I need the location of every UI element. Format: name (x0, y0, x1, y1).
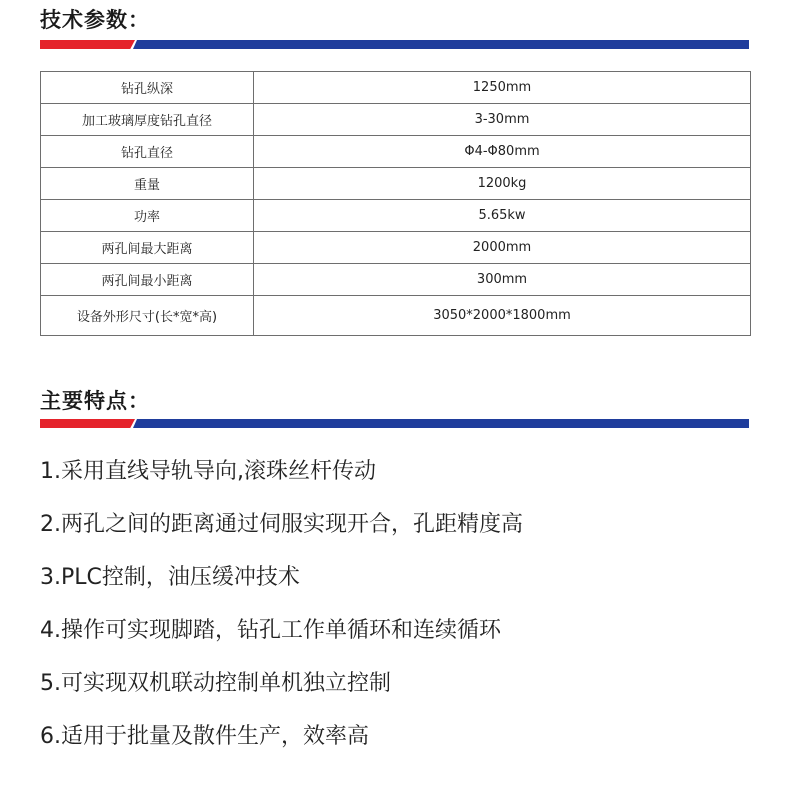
spec-value: 2000mm (254, 232, 751, 264)
table-row (41, 296, 751, 336)
specs-title: 技术参数： (40, 8, 150, 32)
divider-blue-segment (133, 40, 749, 49)
feature-item: 3.PLC控制，油压缓冲技术 (40, 565, 300, 590)
table-row (41, 104, 751, 136)
table-row (41, 200, 751, 232)
spec-name: 两孔间最小距离 (41, 264, 254, 296)
divider-blue-segment (133, 419, 749, 428)
divider-red-segment (40, 419, 135, 428)
table-row (41, 232, 751, 264)
feature-item: 1.采用直线导轨导向,滚珠丝杆传动 (40, 459, 376, 484)
feature-item: 5.可实现双机联动控制单机独立控制 (40, 671, 391, 696)
spec-value: 1250mm (254, 72, 751, 104)
spec-value: 5.65kw (254, 200, 751, 232)
spec-value: 300mm (254, 264, 751, 296)
feature-item: 6.适用于批量及散件生产，效率高 (40, 724, 369, 749)
features-list (40, 445, 523, 763)
spec-table (40, 71, 751, 336)
table-row (41, 168, 751, 200)
features-title: 主要特点： (40, 389, 150, 413)
table-row (41, 72, 751, 104)
feature-item: 2.两孔之间的距离通过伺服实现开合，孔距精度高 (40, 512, 523, 537)
spec-value: 3-30mm (254, 104, 751, 136)
specs-divider-bar (40, 40, 749, 49)
spec-name: 重量 (41, 168, 254, 200)
spec-value: 1200kg (254, 168, 751, 200)
feature-item: 4.操作可实现脚踏，钻孔工作单循环和连续循环 (40, 618, 501, 643)
spec-value: Φ4-Φ80mm (254, 136, 751, 168)
spec-name: 设备外形尺寸(长*宽*高) (41, 296, 254, 336)
table-row (41, 136, 751, 168)
features-divider-bar (40, 419, 749, 428)
table-row (41, 264, 751, 296)
divider-red-segment (40, 40, 135, 49)
spec-name: 钻孔纵深 (41, 72, 254, 104)
spec-name: 两孔间最大距离 (41, 232, 254, 264)
spec-name: 功率 (41, 200, 254, 232)
spec-name: 加工玻璃厚度钻孔直径 (41, 104, 254, 136)
spec-name: 钻孔直径 (41, 136, 254, 168)
spec-value: 3050*2000*1800mm (254, 296, 751, 336)
